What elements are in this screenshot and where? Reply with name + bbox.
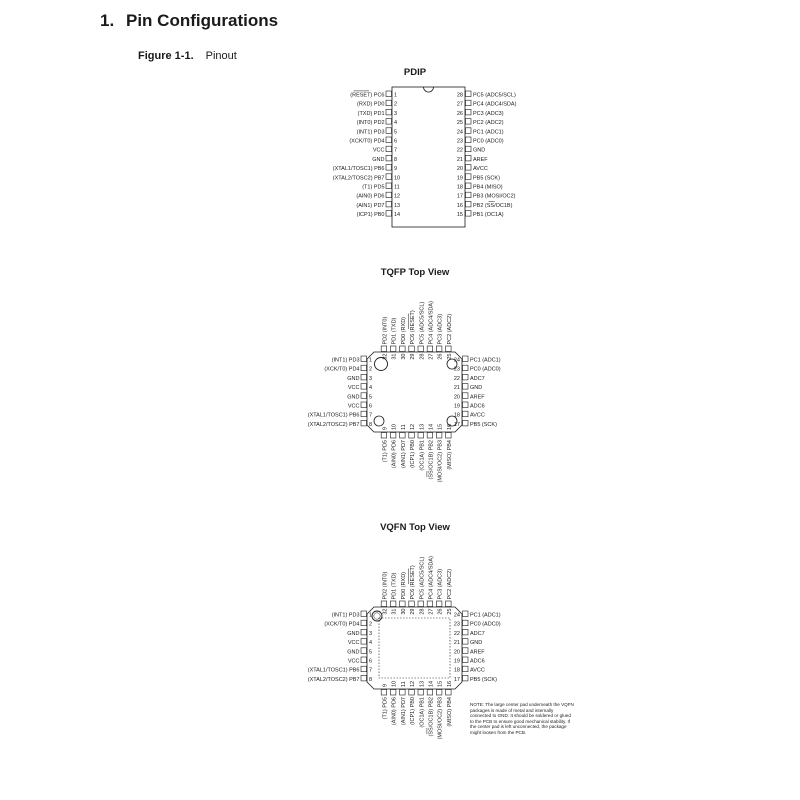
pin-label: PC5 (ADC5/SCL)	[473, 92, 516, 99]
pin-label: (RESET) PC6	[350, 92, 385, 99]
pin-number: 29	[410, 353, 417, 360]
pin-number: 13	[394, 202, 401, 209]
pin-label: ADC6	[470, 658, 485, 665]
pin-pad	[361, 639, 367, 645]
pin-pad	[418, 601, 424, 607]
pin-pad	[463, 620, 469, 626]
pin-number: 18	[453, 667, 460, 674]
pin-number: 15	[437, 680, 444, 687]
section-number: 1.	[100, 11, 115, 30]
pin-pad	[409, 346, 415, 352]
pin-label: PC4 (ADC4/SDA)	[428, 556, 435, 600]
pin-label: (XTAL1/TOSC1) PB6	[332, 166, 385, 173]
pin-pad	[409, 433, 415, 439]
pin-label: AVCC	[470, 412, 485, 419]
pin-pad	[361, 666, 367, 672]
pin-pad	[466, 91, 472, 97]
pin-number: 11	[400, 424, 407, 430]
pin-pad	[436, 346, 442, 352]
pin1-marker	[375, 358, 388, 371]
pin-number: 1	[394, 92, 398, 99]
pin-pad	[427, 433, 433, 439]
pin-pad	[463, 675, 469, 681]
pin-pad	[463, 384, 469, 390]
pin-label: GND	[347, 394, 360, 401]
pin-number: 25	[446, 608, 453, 615]
pin-label: AVCC	[473, 166, 488, 173]
pin-number: 12	[410, 423, 417, 430]
pin-pad	[361, 411, 367, 417]
pin-label: (XCK/T0) PD4	[324, 366, 360, 373]
pin-number: 29	[410, 608, 417, 615]
pin-number: 18	[453, 412, 460, 419]
pin-pad	[400, 601, 406, 607]
pin-label: PD1 (TXD)	[391, 572, 398, 600]
pin-pad	[446, 346, 452, 352]
pin-number: 27	[456, 101, 463, 108]
pin-label: PC2 (ADC2)	[473, 120, 504, 127]
pin-label: (T1) PD5	[382, 697, 389, 720]
pin-label: (XCK/T0) PD4	[324, 621, 360, 628]
pin-label: PC3 (ADC3)	[437, 568, 444, 600]
pin-label: (ICP1) PB0	[356, 212, 385, 219]
pin-pad	[427, 601, 433, 607]
pin-number: 1	[369, 612, 373, 619]
pin-label: PC2 (ADC2)	[446, 313, 453, 345]
pin-number: 9	[382, 683, 389, 687]
pin-label: AREF	[473, 156, 488, 163]
pin-number: 11	[394, 184, 400, 191]
pin-label: PC0 (ADC0)	[473, 138, 504, 145]
pin-label: (MOSI/OC2) PB3	[437, 440, 444, 483]
pin-pad	[463, 611, 469, 617]
pin-label: (T1) PD5	[362, 184, 385, 191]
pin-number: 26	[437, 608, 444, 615]
pin-label: (MISO) PB4	[446, 697, 453, 727]
mold-mark	[374, 416, 384, 426]
pin1-marker-inner	[374, 613, 380, 619]
pin-number: 27	[428, 608, 435, 615]
pin-number: 2	[369, 366, 373, 373]
pin-pad	[409, 690, 415, 696]
pin-pad	[400, 690, 406, 696]
pin-pad	[466, 109, 472, 115]
pin-number: 22	[453, 375, 460, 382]
pin-label: AVCC	[470, 667, 485, 674]
pin-pad	[436, 690, 442, 696]
pin-label: PC4 (ADC4/SDA)	[473, 101, 517, 108]
pin-label: GND	[470, 385, 483, 392]
pin-label: PD0 (RXD)	[400, 571, 407, 600]
pin-pad	[463, 648, 469, 654]
pin-pad	[466, 155, 472, 161]
pin-number: 28	[419, 353, 426, 360]
pin-label: PB2 (SS/OC1B)	[473, 202, 513, 209]
pin-number: 24	[456, 129, 463, 136]
pin-label: (TXD) PD1	[357, 110, 385, 117]
pin-label: GND	[347, 630, 360, 637]
pin-number: 4	[369, 385, 373, 392]
pin-number: 8	[394, 156, 398, 163]
pin-number: 20	[453, 649, 460, 656]
pin-label: (SS/OC1B) PB2	[428, 697, 435, 737]
pdip-notch	[424, 87, 434, 92]
pin-number: 21	[453, 640, 460, 647]
pin-pad	[361, 365, 367, 371]
pin-number: 13	[419, 680, 426, 687]
pin-pad	[436, 601, 442, 607]
pin-pad	[400, 433, 406, 439]
pin-number: 5	[369, 394, 373, 401]
pin-pad	[463, 374, 469, 380]
pin-label: (INT0) PD2	[356, 120, 385, 127]
pin-pad	[386, 128, 392, 134]
pin-pad	[361, 648, 367, 654]
pin-pad	[466, 146, 472, 152]
pin-label: (ICP1) PB0	[410, 440, 417, 468]
pin-pad	[381, 433, 387, 439]
pin-number: 20	[453, 394, 460, 401]
pin-pad	[361, 402, 367, 408]
pin-pad	[466, 119, 472, 125]
pin-number: 8	[369, 421, 373, 428]
pin-number: 31	[391, 608, 398, 615]
pin-number: 4	[394, 120, 398, 127]
pin-number: 10	[394, 175, 401, 182]
pin-pad	[361, 384, 367, 390]
pin-number: 12	[394, 193, 401, 200]
pin-number: 17	[453, 421, 460, 428]
pin-label: (INT1) PD3	[331, 357, 360, 364]
pin-label: (AIN0) PD6	[391, 440, 398, 469]
pin-label: PC1 (ADC1)	[470, 612, 501, 619]
pin-pad	[386, 155, 392, 161]
pin-label: VCC	[347, 640, 360, 647]
pin-number: 16	[456, 202, 463, 209]
pin-label: PD0 (RXD)	[400, 316, 407, 345]
pin-pad	[386, 146, 392, 152]
tqfp-package	[308, 301, 501, 483]
pin-pad	[381, 690, 387, 696]
pin-pad	[463, 356, 469, 362]
pin-label: PD2 (INT0)	[382, 571, 389, 600]
pin-pad	[466, 100, 472, 106]
pin-label: (XTAL1/TOSC1) PB6	[307, 412, 360, 419]
pin-number: 2	[369, 621, 373, 628]
pin-number: 19	[453, 403, 460, 410]
pin-number: 19	[453, 658, 460, 665]
pin-pad	[386, 165, 392, 171]
pin-pad	[446, 601, 452, 607]
pin-pad	[463, 629, 469, 635]
pin-number: 3	[369, 375, 373, 382]
pin-pad	[386, 211, 392, 217]
pdip-body	[392, 87, 465, 227]
pin-label: AREF	[470, 394, 485, 401]
pin-number: 28	[456, 92, 463, 99]
pin-number: 26	[437, 353, 444, 360]
pin-number: 16	[446, 423, 453, 430]
pin-label: PB4 (MISO)	[473, 184, 503, 191]
pin1-marker	[372, 611, 382, 621]
pin-label: VCC	[347, 385, 360, 392]
pin-number: 32	[382, 353, 389, 360]
pin-label: PB5 (SCK)	[470, 421, 497, 428]
pin-pad	[466, 211, 472, 217]
pin-pad	[361, 657, 367, 663]
pin-number: 23	[453, 621, 460, 628]
pin-number: 20	[456, 166, 463, 173]
pin-number: 18	[456, 184, 463, 191]
pin-pad	[381, 601, 387, 607]
pin-label: PD1 (TXD)	[391, 317, 398, 345]
vqfn-note: NOTE: The large center pad underneath the VQFN packages is made of metal and internally connected to GND. It should be soldered or glued to the PCB to ensure good mechanical stability. If the center pad is left unconnected, the package might loosen from the PCB.	[470, 702, 574, 735]
pin-label: PB3 (MOSI/OC2)	[473, 193, 516, 200]
pin-label: PC1 (ADC1)	[473, 129, 504, 136]
pin-number: 4	[369, 640, 373, 647]
pin-label: ADC6	[470, 403, 485, 410]
pin-pad	[386, 192, 392, 198]
pin-number: 10	[391, 680, 398, 687]
pin-label: GND	[473, 147, 486, 154]
vqfn-title: VQFN Top View	[380, 522, 450, 533]
pin-number: 8	[369, 676, 373, 683]
pin-pad	[361, 620, 367, 626]
pin-pad	[463, 402, 469, 408]
pin-pad	[390, 346, 396, 352]
pin-label: PC0 (ADC0)	[470, 621, 501, 628]
pin-label: VCC	[347, 403, 360, 410]
pin-pad	[466, 183, 472, 189]
pin-label: (INT1) PD3	[356, 129, 385, 136]
pin-pad	[463, 365, 469, 371]
pin-pad	[466, 201, 472, 207]
pin-number: 23	[456, 138, 463, 145]
pin-pad	[361, 393, 367, 399]
pin-number: 28	[419, 608, 426, 615]
pin-number: 21	[456, 156, 463, 163]
pin-number: 9	[394, 166, 398, 173]
pin-pad	[390, 690, 396, 696]
pin-label: PC1 (ADC1)	[470, 357, 501, 364]
pin-number: 6	[369, 403, 373, 410]
pin-number: 32	[382, 608, 389, 615]
pin-label: (MISO) PB4	[446, 440, 453, 470]
pin-pad	[361, 675, 367, 681]
pin-number: 7	[394, 147, 398, 154]
pin-label: AREF	[470, 649, 485, 656]
pin-label: PD2 (INT0)	[382, 316, 389, 345]
package-body	[367, 352, 462, 432]
pin-number: 11	[400, 681, 407, 687]
pdip-package	[333, 87, 517, 227]
pin-label: (XTAL1/TOSC1) PB6	[307, 667, 360, 674]
tqfp-title: TQFP Top View	[380, 267, 450, 278]
pin-label: ADC7	[470, 375, 485, 382]
figure-caption-text: Pinout	[205, 50, 237, 62]
pin-label: PC6 (RESET)	[410, 310, 417, 345]
pin-pad	[436, 433, 442, 439]
pin-pad	[361, 420, 367, 426]
pin-number: 21	[453, 385, 460, 392]
pin-pad	[463, 393, 469, 399]
pin-label: PC2 (ADC2)	[446, 568, 453, 600]
pin-pad	[386, 201, 392, 207]
pin-label: (ICP1) PB0	[410, 697, 417, 725]
pin-pad	[446, 690, 452, 696]
pin-pad	[386, 91, 392, 97]
pin-label: (AIN1) PD7	[400, 697, 407, 726]
pin-pad	[427, 690, 433, 696]
pin-number: 19	[456, 175, 463, 182]
pin-pad	[361, 629, 367, 635]
pin-pad	[386, 109, 392, 115]
pin-label: (T1) PD5	[382, 440, 389, 463]
pin-number: 17	[456, 193, 463, 200]
pin-pad	[400, 346, 406, 352]
pin-label: (OC1A) PB1	[419, 697, 426, 728]
pin-pad	[446, 433, 452, 439]
pin-pad	[463, 411, 469, 417]
pin-label: (XCK/T0) PD4	[349, 138, 385, 145]
pin-pad	[386, 183, 392, 189]
pin-label: (AIN1) PD7	[356, 202, 385, 209]
pin-pad	[386, 100, 392, 106]
pin-label: VCC	[347, 658, 360, 665]
pin-label: GND	[347, 375, 360, 382]
pin-number: 27	[428, 353, 435, 360]
pin-number: 31	[391, 353, 398, 360]
pin-pad	[390, 433, 396, 439]
pin-pad	[361, 611, 367, 617]
pin-label: GND	[470, 640, 483, 647]
pin-label: VCC	[372, 147, 385, 154]
pin-number: 5	[369, 649, 373, 656]
pin-number: 10	[391, 423, 398, 430]
pin-label: (RXD) PD0	[356, 101, 385, 108]
pin-pad	[466, 128, 472, 134]
pin-number: 16	[446, 680, 453, 687]
center-pad-outline	[379, 618, 450, 678]
pin-pad	[418, 690, 424, 696]
pin-pad	[418, 346, 424, 352]
pin-pad	[463, 657, 469, 663]
pin-label: PC6 (RESET)	[410, 565, 417, 600]
pin-pad	[386, 137, 392, 143]
pin-pad	[390, 601, 396, 607]
pin-label: (AIN1) PD7	[400, 440, 407, 469]
pin-number: 23	[453, 366, 460, 373]
pin-number: 3	[394, 110, 398, 117]
pin-label: GND	[347, 649, 360, 656]
pin-number: 1	[369, 357, 373, 364]
pin-number: 24	[453, 357, 460, 364]
pin-label: (AIN0) PD6	[356, 193, 385, 200]
pin-label: PB5 (SCK)	[470, 676, 497, 683]
section-title: Pin Configurations	[126, 11, 279, 30]
pin-label: (AIN0) PD6	[391, 697, 398, 726]
pin-pad	[466, 174, 472, 180]
pin-label: PC3 (ADC3)	[437, 313, 444, 345]
pin-number: 30	[400, 353, 407, 360]
pin-label: PC5 (ADC5/SCL)	[419, 556, 426, 600]
pin-label: PC0 (ADC0)	[470, 366, 501, 373]
pin-pad	[361, 356, 367, 362]
pin-number: 22	[453, 630, 460, 637]
pin-pad	[463, 639, 469, 645]
pin-number: 24	[453, 612, 460, 619]
pin-label: PC3 (ADC3)	[473, 110, 504, 117]
pin-label: (XTAL2/TOSC2) PB7	[307, 421, 360, 428]
pin-pad	[418, 433, 424, 439]
pin-label: (SS/OC1B) PB2	[428, 440, 435, 480]
pin-pad	[386, 119, 392, 125]
pin-pad	[466, 137, 472, 143]
pin-label: (XTAL2/TOSC2) PB7	[332, 175, 385, 182]
pin-pad	[386, 174, 392, 180]
pin-number: 2	[394, 101, 398, 108]
pin-number: 9	[382, 426, 389, 430]
pin-pad	[427, 346, 433, 352]
pin-number: 25	[446, 353, 453, 360]
figure-label: Figure 1-1.	[138, 50, 194, 62]
pin-label: (INT1) PD3	[331, 612, 360, 619]
pin-number: 30	[400, 608, 407, 615]
pin-pad	[463, 420, 469, 426]
pin-number: 6	[369, 658, 373, 665]
pin-number: 25	[456, 120, 463, 127]
pin-pad	[409, 601, 415, 607]
pin-number: 13	[419, 423, 426, 430]
pin-pad	[463, 666, 469, 672]
pin-number: 22	[456, 147, 463, 154]
pin-pad	[381, 346, 387, 352]
pin-label: PB1 (OC1A)	[473, 212, 504, 219]
pin-pad	[361, 374, 367, 380]
pin-label: ADC7	[470, 630, 485, 637]
pin-label: PC4 (ADC4/SDA)	[428, 301, 435, 345]
pdip-title: PDIP	[403, 67, 427, 78]
pin-pad	[466, 192, 472, 198]
pin-number: 5	[394, 129, 398, 136]
pin-label: (OC1A) PB1	[419, 440, 426, 471]
pin-number: 3	[369, 630, 373, 637]
pin-label: GND	[372, 156, 385, 163]
pin-number: 14	[428, 680, 435, 687]
pin-number: 6	[394, 138, 398, 145]
pin-number: 7	[369, 667, 373, 674]
pin-label: (XTAL2/TOSC2) PB7	[307, 676, 360, 683]
pin-label: PC5 (ADC5/SCL)	[419, 301, 426, 345]
pin-number: 7	[369, 412, 373, 419]
pin-pad	[466, 165, 472, 171]
pin-number: 14	[394, 212, 401, 219]
pin-number: 17	[453, 676, 460, 683]
pin-number: 15	[437, 423, 444, 430]
pin-number: 15	[456, 212, 463, 219]
pin-number: 26	[456, 110, 463, 117]
pin-number: 12	[410, 680, 417, 687]
pin-label: (MOSI/OC2) PB3	[437, 697, 444, 740]
pin-label: PB5 (SCK)	[473, 175, 500, 182]
pin-number: 14	[428, 423, 435, 430]
